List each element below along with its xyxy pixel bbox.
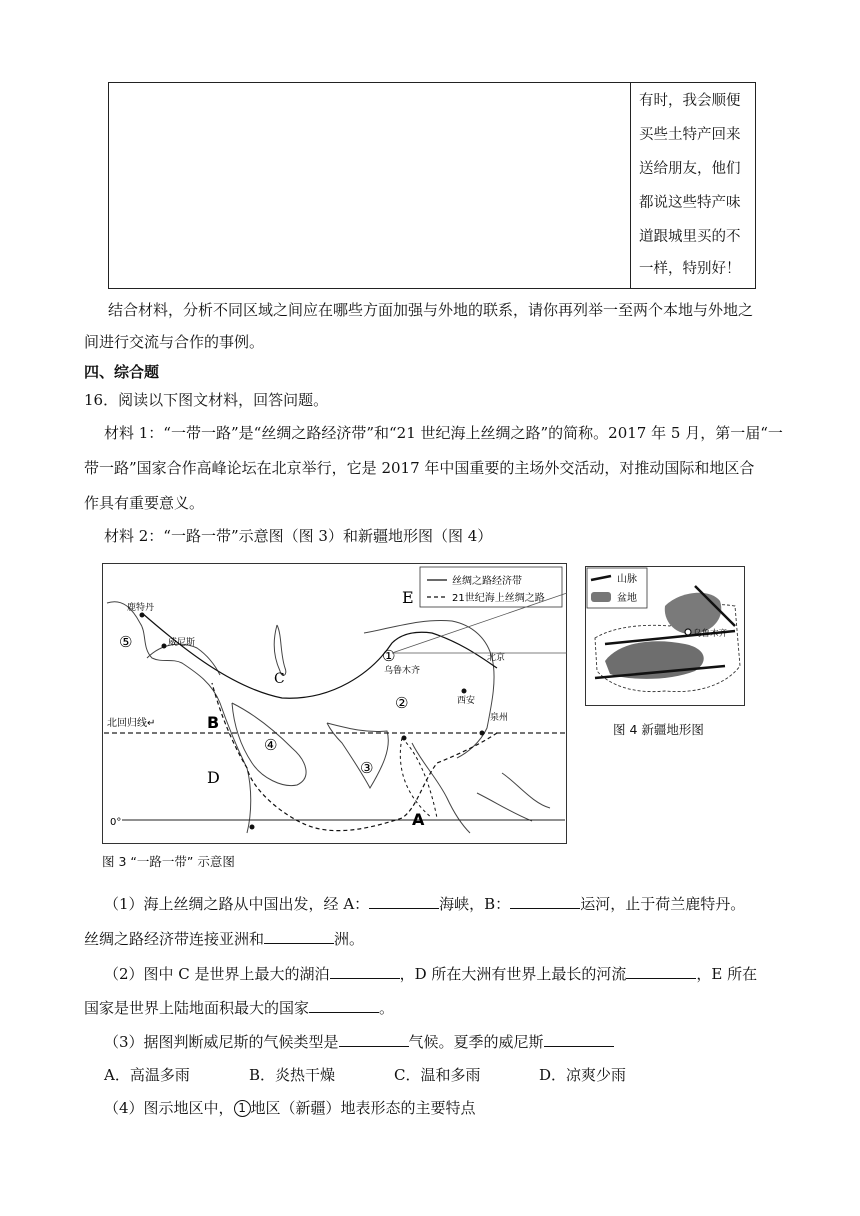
label-5: ⑤	[119, 633, 133, 651]
answer-blank-country[interactable]	[309, 997, 379, 1013]
label-A: A	[412, 810, 425, 829]
label-3: ③	[360, 759, 374, 777]
q1-text-c: 运河，止于荷兰鹿特丹。	[580, 895, 746, 913]
label-C: C	[274, 671, 285, 687]
xinjiang-inset-map	[585, 566, 745, 706]
table-cell-line: 送给朋友，他们	[639, 161, 741, 177]
q15-prompt-line2: 间进行交流与合作的事例。	[84, 333, 265, 351]
table-cell-line: 买些土特产回来	[639, 127, 741, 143]
option-d[interactable]: D．凉爽少雨	[539, 1066, 627, 1084]
answer-blank-climate[interactable]	[339, 1031, 409, 1047]
material1-line1: 材料 1：“一带一路”是“丝绸之路经济带”和“21 世纪海上丝绸之路”的简称。2017 年 5 月，第一届“一	[104, 424, 783, 442]
q1-text-a: （1）海上丝绸之路从中国出发，经 A：	[104, 895, 370, 913]
q2-text-a: （2）图中 C 是世界上最大的湖泊	[104, 965, 330, 983]
q2-line1	[104, 963, 824, 984]
figure4-caption: 图 4 新疆地形图	[613, 722, 704, 737]
q2-text-d: 国家是世界上陆地面积最大的国家	[84, 999, 310, 1017]
table-cell-line: 道跟城里买的不	[639, 229, 741, 245]
q1-text-e: 洲。	[334, 930, 365, 948]
inset-legend-basin: 盆地	[617, 593, 637, 604]
belt-road-map	[102, 563, 567, 845]
label-beijing: 北京	[487, 653, 506, 663]
label-1: ①	[382, 647, 396, 665]
q1-text-d: 丝绸之路经济带连接亚洲和	[84, 930, 265, 948]
q3-text-b: 气候。夏季的威尼斯	[408, 1033, 544, 1051]
label-2: ②	[395, 694, 409, 712]
answer-table	[108, 82, 756, 289]
q4-text-b: 地区（新疆）地表形态的主要特点	[250, 1099, 476, 1117]
table-cell-line: 都说这些特产味	[639, 195, 741, 211]
answer-blank-summer[interactable]	[544, 1031, 614, 1047]
answer-blank-B[interactable]	[510, 893, 580, 909]
legend-land-route: 丝绸之路经济带	[452, 576, 522, 587]
q16-intro: 16．阅读以下图文材料，回答问题。	[84, 391, 329, 409]
q4-text-a: （4）图示地区中，	[104, 1099, 234, 1117]
q4-line	[104, 1098, 804, 1118]
label-B: B	[207, 713, 220, 732]
label-rotterdam: 鹿特丹	[127, 603, 155, 613]
label-urumqi: 乌鲁木齐	[384, 666, 421, 676]
material1-line3: 作具有重要意义。	[84, 494, 205, 512]
label-quanzhou: 泉州	[490, 713, 509, 723]
inset-legend-mountain: 山脉	[617, 574, 637, 585]
label-4: ④	[264, 736, 278, 754]
q1-line2	[84, 928, 784, 949]
q2-line2	[84, 997, 784, 1018]
inset-urumqi: 乌鲁木齐	[693, 629, 728, 639]
q1-line1	[104, 893, 824, 914]
table-cell-line: 有时，我会顺便	[639, 93, 741, 109]
label-venice: 威尼斯	[168, 638, 196, 648]
label-xian: 西安	[457, 696, 476, 706]
option-c[interactable]: C．温和多雨	[394, 1066, 481, 1084]
answer-blank-A[interactable]	[369, 893, 439, 909]
option-a[interactable]: A．高温多雨	[104, 1066, 190, 1084]
table-cell-line: 一样，特别好！	[639, 261, 741, 277]
q1-text-b: 海峡，B：	[439, 895, 511, 913]
q3-line1	[104, 1031, 824, 1052]
q15-prompt-line1: 结合材料，分析不同区域之间应在哪些方面加强与外地的联系，请你再列举一至两个本地与外地之	[108, 301, 754, 319]
q2-text-e: 。	[379, 999, 395, 1017]
q3-text-a: （3）据图判断威尼斯的气候类型是	[104, 1033, 339, 1051]
label-tropic: 北回归线↵	[107, 718, 156, 729]
table-divider	[630, 83, 631, 288]
q3-options	[104, 1065, 804, 1085]
material2: 材料 2：“一路一带”示意图（图 3）和新疆地形图（图 4）	[104, 527, 493, 545]
answer-blank-continent[interactable]	[264, 928, 334, 944]
answer-blank-lake[interactable]	[330, 963, 400, 979]
figure3-caption: 图 3 “一路一带” 示意图	[102, 854, 235, 869]
label-D: D	[207, 768, 220, 787]
section-heading: 四、综合题	[84, 363, 160, 381]
option-b[interactable]: B．炎热干燥	[249, 1066, 336, 1084]
q2-text-c: ，E 所在	[696, 965, 758, 983]
circled-number: 1	[234, 1100, 251, 1117]
label-E: E	[402, 588, 414, 607]
legend-sea-route: 21世纪海上丝绸之路	[452, 593, 545, 604]
label-equator: 0°	[110, 817, 122, 828]
q2-text-b: ，D 所在大洲有世界上最长的河流	[399, 965, 627, 983]
answer-blank-river[interactable]	[626, 963, 696, 979]
material1-line2: 带一路”国家合作高峰论坛在北京举行，它是 2017 年中国重要的主场外交活动，对推动国际和地区合	[84, 459, 755, 477]
